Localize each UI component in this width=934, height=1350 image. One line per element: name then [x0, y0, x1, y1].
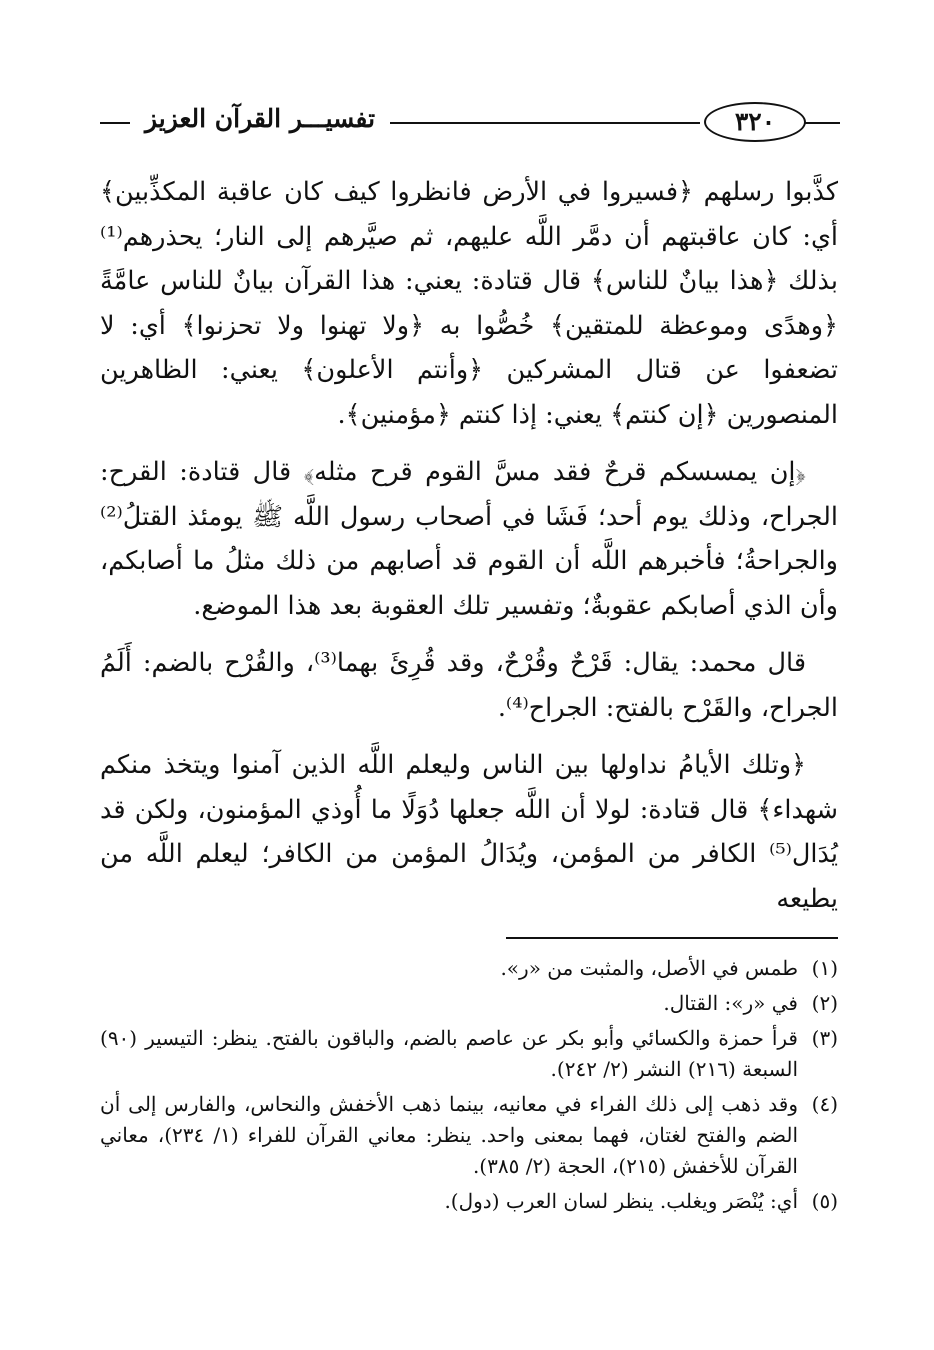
header-rule-middle — [390, 122, 700, 124]
footnote-text: في «ر»: القتال. — [663, 991, 798, 1015]
footnote — [100, 1186, 838, 1217]
paragraph: كذَّبوا رسلهم ﴿فسيروا في الأرض فانظروا كيف كان عاقبة المكذِّبين﴾ أي: كان عاقبتهم أن دمَّر اللَّه عليهم، ثم صيَّرهم إلى النار؛ يحذرهم⁽¹⁾ بذلك ﴿هذا بيانٌ للناس﴾ قال قتادة: يعني: هذا القرآن بيانٌ للناس عامَّةً ﴿وهدًى وموعظة للمتقين﴾ خُصُّوا به ﴿ولا تهنوا ولا تحزنوا﴾ أي: لا تضعفوا عن قتال المشركين ﴿وأنتم الأعلون﴾ يعني: الظاهرين المنصورين ﴿إن كنتم﴾ يعني: إذا كنتم ﴿مؤمنين﴾. — [100, 177, 838, 430]
main-text — [100, 170, 838, 934]
paragraph: قال محمد: يقال: قَرْحٌ وقُرْحٌ، وقد قُرِئَ بهما⁽³⁾، والقُرْح بالضم: أَلَمُ الجراح، والقَرْح بالفتح: الجراح⁽⁴⁾. — [100, 648, 838, 723]
footnote-text: أي: يُنْصَر ويغلب. ينظر لسان العرب (دول). — [444, 1189, 798, 1213]
footnote-text: قرأ حمزة والكسائي وأبو بكر عن عاصم بالضم، والباقون بالفتح. ينظر: التيسير (٩٠) السبعة (٢١٦) النشر (٢/ ٢٤٢). — [100, 1026, 798, 1081]
footnotes — [100, 953, 838, 1221]
page-header — [100, 100, 840, 144]
footnote — [100, 988, 838, 1019]
footnote-number: (٥) — [811, 1189, 838, 1213]
footnote — [100, 953, 838, 984]
footnote — [100, 1089, 838, 1182]
footnote-text: طمس في الأصل، والمثبت من «ر». — [500, 956, 798, 980]
footnote — [100, 1023, 838, 1085]
footnote-text: وقد ذهب إلى ذلك الفراء في معانيه، بينما ذهب الأخفش والنحاس، والفارس إلى أن الضم والفتح لغتان، فهما بمعنى واحد. ينظر: معاني القرآن للفراء (١/ ٢٣٤)، معاني القرآن للأخفش (٢١٥)، الحجة (٢/ ٣٨٥). — [100, 1092, 798, 1178]
footnote-number: (٢) — [811, 991, 838, 1015]
footnote-number: (٤) — [811, 1092, 838, 1116]
paragraph: ﴿وتلك الأيامُ نداولها بين الناس وليعلم اللَّه الذين آمنوا ويتخذ منكم شهداء﴾ قال قتادة: لولا أن اللَّه جعلها دُوَلًا ما أُوذي المؤمنون، ولكن قد يُدَال⁽⁵⁾ الكافر من المؤمن، ويُدَالُ المؤمن من الكافر؛ ليعلم اللَّه من يطيعه — [100, 750, 838, 914]
page-number: ٣٢٠ — [704, 102, 806, 142]
footnote-number: (٣) — [811, 1026, 838, 1050]
running-title: تفسيـــر القرآن العزيز — [144, 104, 376, 133]
paragraph: ﴿إن يمسسكم قرحٌ فقد مسَّ القوم قرح مثله﴾ قال قتادة: القرح: الجراح، وذلك يوم أحد؛ فَشَا في أصحاب رسول اللَّه ﷺ يومئذ القتلُ⁽²⁾ والجراحةُ؛ فأخبرهم اللَّه أن القوم قد أصابهم من ذلك مثلُ ما أصابكم، وأن الذي أصابكم عقوبةٌ؛ وتفسير تلك العقوبة بعد هذا الموضع. — [100, 457, 838, 621]
header-rule-right — [805, 122, 840, 124]
footnote-number: (١) — [811, 956, 838, 980]
header-rule-left — [100, 122, 130, 124]
footnote-separator — [506, 937, 838, 939]
